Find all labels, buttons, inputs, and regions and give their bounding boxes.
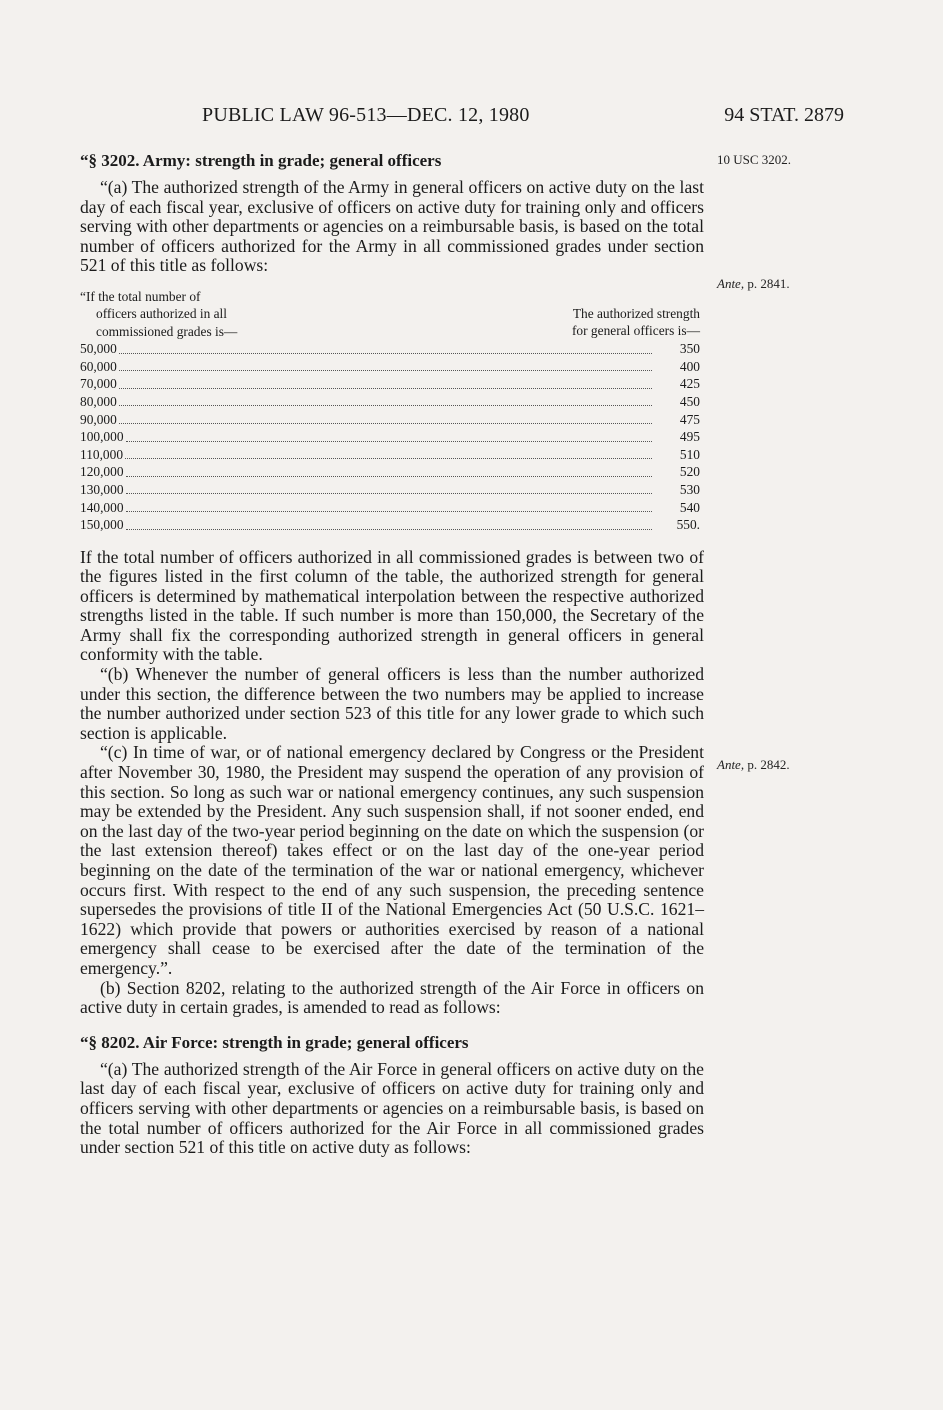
table-cell-general: 550.: [676, 517, 700, 533]
amendment-paragraph: (b) Section 8202, relating to the authorized strength of the Air Force in officers on active duty in certain grades, is amended to read as follows:: [80, 977, 704, 1018]
leader-dots: [119, 405, 652, 406]
table-row: [80, 516, 704, 534]
table-row: [80, 498, 704, 516]
margin-note-ante-page: p. 2841.: [744, 276, 790, 291]
leader-dots: [126, 511, 652, 512]
page-header: [80, 104, 844, 132]
leader-dots: [119, 370, 652, 371]
table-row: [80, 358, 704, 376]
margin-note-ante-2841: [717, 276, 790, 292]
table-cell-general: 520: [679, 464, 700, 480]
leader-dots: [126, 529, 652, 530]
margin-note-ante-page: p. 2842.: [744, 757, 790, 772]
table-row: [80, 481, 704, 499]
leader-dots: [125, 458, 652, 459]
table-cell-general: 450: [679, 393, 700, 409]
table-col1-header-line: “If the total number of: [80, 288, 201, 304]
table-cell-officers: 120,000: [80, 464, 124, 480]
table-cell-general: 540: [679, 499, 700, 515]
main-text: [80, 150, 704, 1158]
table-row: [80, 393, 704, 411]
margin-note-ante-label: Ante,: [717, 757, 745, 772]
table-cell-officers: 140,000: [80, 499, 124, 515]
table-col1-header-line: commissioned grades is—: [96, 323, 238, 339]
table-cell-officers: 150,000: [80, 517, 124, 533]
table-col1-header-line: officers authorized in all: [96, 306, 228, 322]
table-cell-officers: 60,000: [80, 358, 117, 374]
table-row: [80, 428, 704, 446]
table-row: [80, 463, 704, 481]
leader-dots: [126, 493, 652, 494]
table-cell-general: 510: [679, 446, 700, 462]
table-cell-officers: 100,000: [80, 429, 124, 445]
table-cell-officers: 130,000: [80, 481, 124, 497]
margin-note-ante-2842: [717, 757, 790, 773]
section-8202-heading: “§ 8202. Air Force: strength in grade; general officers: [80, 1032, 469, 1052]
table-cell-general: 425: [679, 376, 700, 392]
leader-dots: [119, 423, 652, 424]
section-3202-heading: “§ 3202. Army: strength in grade; general officers: [80, 151, 442, 170]
leader-dots: [126, 441, 652, 442]
table-col1-header: [80, 288, 340, 340]
table-cell-officers: 110,000: [80, 446, 124, 462]
general-officer-strength-table: [80, 288, 704, 534]
table-header: [80, 288, 704, 340]
section-3202-para-a: “(a) The authorized strength of the Army in general officers on active duty on the last day of each fiscal year, exclusive of officers on active duty for training only and officers serving with other departments or agencies on a reimbursable basis, is based on the total number of officers authorized for the Army in all commissioned grades under section 521 of this title as follows:: [80, 177, 704, 276]
table-cell-general: 475: [679, 411, 700, 427]
leader-dots: [119, 388, 652, 389]
table-col2-header-line: The authorized strength: [572, 305, 700, 321]
statute-page-number: 94 STAT. 2879: [724, 104, 844, 126]
table-row: [80, 410, 704, 428]
interpolation-paragraph: If the total number of officers authorized in all commissioned grades is between two of the figures listed in the first column of the table, the authorized strength for general officers is determined by mathematical interpolation between the respective authorized strengths listed in the table. If such number is more than 150,000, the Secretary of the Army shall fix the corresponding authorized strength in general officers in general conformity with the table.: [80, 546, 704, 665]
table-row: [80, 375, 704, 393]
table-cell-officers: 50,000: [80, 341, 117, 357]
section-8202-para-a: “(a) The authorized strength of the Air Force in general officers on active duty on the last day of each fiscal year, exclusive of officers on active duty for training only and officers serving with other departments or agencies on a reimbursable basis, is based on the total number of officers authorized for the Air Force in all commissioned grades under section 521 of this title on active duty as follows:: [80, 1058, 704, 1158]
section-3202-para-c: “(c) In time of war, or of national emergency declared by Congress or the President after November 30, 1980, the President may suspend the operation of any provision of this section. So long as such war or national emergency continues, any such suspension may be extended by the President. Any such suspension shall, if not sooner ended, end on the last day of the two-year period beginning on the date on which the suspension (or the last extension thereof) takes effect or on the last day of the one-year period beginning on the date of the termination of the war or national emergency, whichever occurs first. With respect to the end of any such suspension, the preceding sentence supersedes the provisions of title II of the National Emergencies Act (50 U.S.C. 1621–1622) which provide that powers or authorities exercised by reason of a national emergency shall cease to be exercised after the date of the termination of the emergency.”.: [80, 742, 704, 978]
table-cell-general: 350: [679, 341, 700, 357]
table-col2-header-line: for general officers is—: [571, 323, 700, 339]
section-3202-para-b: “(b) Whenever the number of general officers is less than the number authorized under this section, the difference between the two numbers may be applied to increase the number authorized under section 523 of this title for any lower grade to which such section is applicable.: [80, 664, 704, 743]
margin-note-ante-label: Ante,: [717, 276, 745, 291]
table-cell-general: 530: [679, 481, 700, 497]
table-row: [80, 340, 704, 358]
table-cell-officers: 90,000: [80, 411, 117, 427]
table-row: [80, 446, 704, 464]
public-law-title: PUBLIC LAW 96-513—DEC. 12, 1980: [202, 104, 530, 126]
leader-dots: [126, 476, 652, 477]
margin-note-usc: 10 USC 3202.: [717, 152, 792, 167]
leader-dots: [119, 353, 652, 354]
table-cell-officers: 70,000: [80, 376, 117, 392]
table-cell-general: 495: [679, 429, 700, 445]
table-cell-officers: 80,000: [80, 393, 117, 409]
table-col2-header: [572, 305, 700, 340]
table-cell-general: 400: [679, 358, 700, 374]
